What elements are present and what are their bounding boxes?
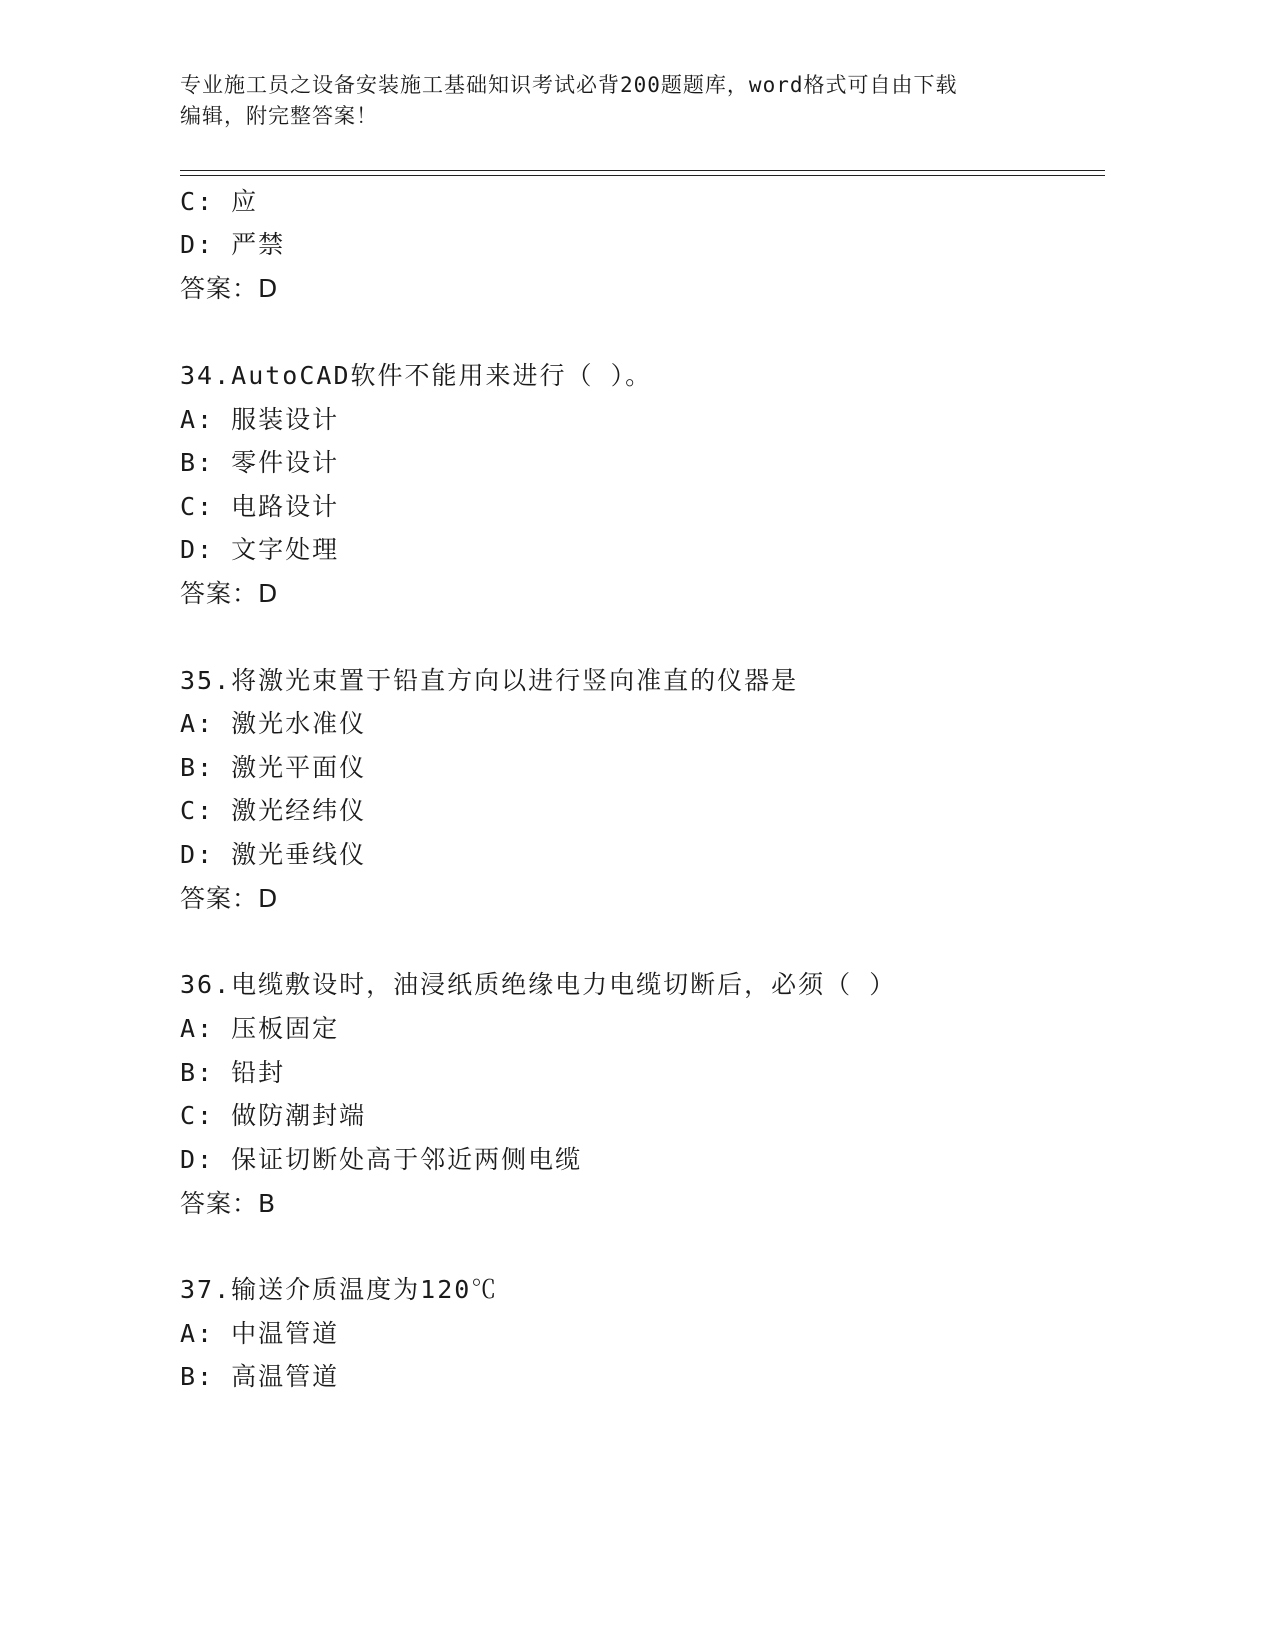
option-c: C: 激光经纬仪 — [180, 796, 367, 825]
option-d: D: 激光垂线仪 — [180, 840, 367, 869]
answer: 答案：B — [180, 1189, 277, 1218]
option-d: D: 保证切断处高于邻近两侧电缆 — [180, 1145, 583, 1174]
option-b: B: 铅封 — [180, 1058, 286, 1087]
option-b: B: 零件设计 — [180, 448, 340, 477]
question-34: 34.AutoCAD软件不能用来进行（ ）。 — [180, 361, 653, 390]
header-line-2: 编辑，附完整答案！ — [180, 104, 378, 128]
document-header — [180, 70, 1080, 132]
option-d: D: 文字处理 — [180, 535, 340, 564]
question-35: 35.将激光束置于铅直方向以进行竖向准直的仪器是 — [180, 666, 799, 695]
header-line-1: 专业施工员之设备安装施工基础知识考试必背200题题库，word格式可自由下载 — [180, 73, 958, 97]
option-a: A: 激光水准仪 — [180, 709, 367, 738]
option-c: C: 电路设计 — [180, 492, 340, 521]
option-c: C: 应 — [180, 187, 259, 216]
answer: 答案：D — [180, 274, 279, 303]
option-a: A: 服装设计 — [180, 405, 340, 434]
answer: 答案：D — [180, 579, 279, 608]
option-d: D: 严禁 — [180, 230, 286, 259]
header-divider-bottom — [180, 175, 1105, 176]
answer: 答案：D — [180, 884, 279, 913]
question-36: 36.电缆敷设时，油浸纸质绝缘电力电缆切断后，必须（ ） — [180, 970, 897, 999]
option-a: A: 压板固定 — [180, 1014, 340, 1043]
option-b: B: 高温管道 — [180, 1362, 340, 1391]
option-c: C: 做防潮封端 — [180, 1101, 367, 1130]
question-37: 37.输送介质温度为120℃ — [180, 1275, 499, 1304]
header-divider-top — [180, 170, 1105, 171]
option-a: A: 中温管道 — [180, 1319, 340, 1348]
option-b: B: 激光平面仪 — [180, 753, 367, 782]
